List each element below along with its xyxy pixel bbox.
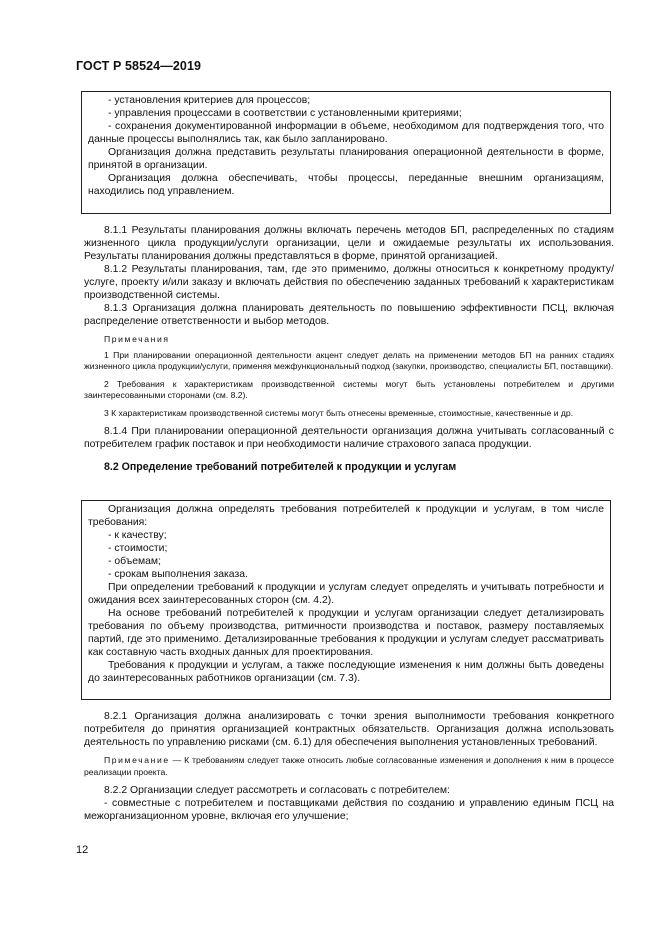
framed-text-box-top [81,91,611,214]
box-paragraph: Требования к продукции и услугам, а также последующие изменения к ним должны быть доведены до заинтересованных работников организации (см. 7.3). [88,660,604,684]
box-intro: Организация должна определять требования потребителей к продукции и услугам, в том числе требования: [88,504,604,528]
box-list-item: - объемам; [108,556,161,567]
box-list-item: - к качеству; [108,530,167,541]
box-paragraph: Организация должна обеспечивать, чтобы процессы, переданные внешним организациям, находились под управлением. [88,173,604,197]
box-list-item: - сохранения документированной информации в объеме, необходимом для подтверждения того, что данные процессы выполнялись так, как было запланировано. [88,121,604,145]
paragraph-8-2-2-item: - совместные с потребителем и поставщиками действия по созданию и управлению единым ПСЦ на межорганизационном уровне, включая его улучшение; [84,798,614,822]
note-3: 3 К характеристикам производственной системы могут быть отнесены временные, стоимостные, качественные и др. [104,407,574,418]
page-number: 12 [76,844,89,856]
box-paragraph: Организация должна представить результаты планирования операционной деятельности в форме, принятой в организации. [88,147,604,171]
box-list-item: - установления критериев для процессов; [108,95,311,106]
box-paragraph: При определении требований к продукции и услугам следует определять и учитывать потребности и ожидания всех заинтересованных сторон (см. 4.2). [88,582,604,606]
note-8-2-1 [84,755,614,778]
framed-text-box-requirements [81,500,611,700]
paragraph-8-1-4: 8.1.4 При планировании операционной деятельности организация должна учитывать согласованный с потребителем график поставок и при необходимости наличие страхового запаса продукции. [84,426,614,450]
box-list-item: - срокам выполнения заказа. [108,569,248,580]
section-8-2-body [84,710,614,823]
box-list-item: - стоимости; [108,543,168,554]
section-8-1-body [84,224,614,474]
note-label: Примечание [104,755,170,765]
paragraph-8-1-3: 8.1.3 Организация должна планировать деятельность по повышению эффективности ПСЦ, включая распределение ответственности и выбор методов. [84,303,614,327]
paragraph-8-2-1: 8.2.1 Организация должна анализировать с точки зрения выполнимости требования конкретного потребителя до принятия организацией контрактных обязательств. Организация должна использовать деятельность по управлению рисками (см. 6.1) для обеспечения выполнения установленных требований. [84,711,614,748]
paragraph-8-2-2: 8.2.2 Организации следует рассмотреть и согласовать с потребителем: [104,785,450,796]
paragraph-8-1-1: 8.1.1 Результаты планирования должны включать перечень методов БП, распределенных по стадиям жизненного цикла продукции/услуги организации, цели и ожидаемые результаты их использования. Результаты планирования должны представляться в форме, принятой организацией. [84,225,614,262]
paragraph-8-1-2: 8.1.2 Результаты планирования, там, где это применимо, должны относиться к конкретному продукту/услуге, проекту и/или заказу и включать действия по обеспечению заданных требований к характеристикам производственной системы. [84,264,614,301]
note-text: — К требованиям следует также относить любые согласованные изменения и дополнения к ним в процессе реализации проекта. [84,755,614,777]
box-list-item: - управления процессами в соответствии с установленными критериями; [108,108,462,119]
section-title-8-2: 8.2 Определение требований потребителей к продукции и услугам [104,461,457,473]
page-header: ГОСТ Р 58524—2019 [76,59,202,73]
note-1: 1 При планировании операционной деятельности акцент следует делать на применении методов БП на ранних стадиях жизненного цикла продукции/услуги, применяя межфункциональный подход (закупки, производство, специалисты БП, поставщики). [84,349,614,371]
notes-title: Примечания [104,334,170,344]
box-paragraph: На основе требований потребителей к продукции и услугам организации следует детализировать требования по объему производства, ритмичности производства и поставок, размеру поставляемых партий, где это применимо. Детализированные требования к продукции и услугам следует рассматривать как составную часть входных данных для проектирования. [88,608,604,658]
note-2: 2 Требования к характеристикам производственной системы могут быть установлены потребителем и другими заинтересованными сторонами (см. 8.2). [84,378,614,400]
